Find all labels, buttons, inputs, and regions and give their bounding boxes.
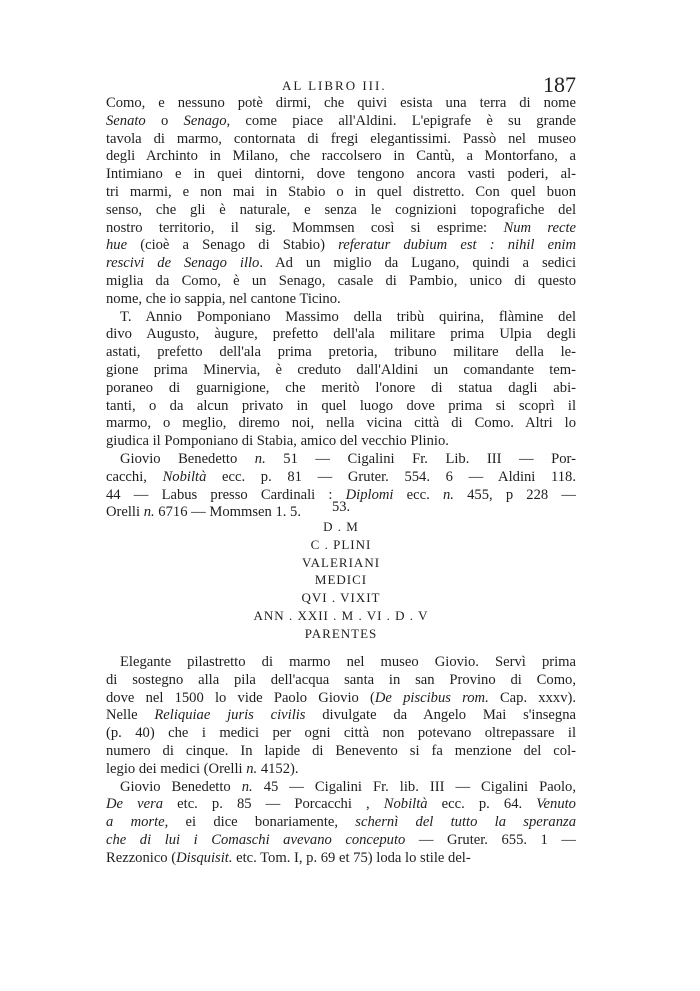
text-run: Nelle bbox=[106, 707, 155, 724]
running-head bbox=[106, 72, 576, 96]
text-run: 44 — Labus presso Cardinali : bbox=[106, 486, 346, 503]
paragraph-pomponiano bbox=[106, 309, 576, 451]
italic-run: n. bbox=[254, 451, 266, 467]
text-line bbox=[106, 814, 576, 832]
italic-run: De piscibus rom. bbox=[374, 689, 489, 706]
italic-run: schernì del tutto la speranza bbox=[355, 814, 576, 831]
text-run: T. Annio Pomponiano Massimo della tribù quirina, flàmine del bbox=[120, 308, 576, 325]
italic-run: De vera bbox=[106, 796, 164, 813]
italic-run: Nobiltà bbox=[383, 796, 428, 813]
italic-run: referatur dubium est : nihil enim bbox=[338, 237, 576, 254]
italic-run: n. bbox=[246, 760, 258, 777]
text-line bbox=[106, 131, 576, 149]
text-line bbox=[106, 654, 576, 672]
text-line bbox=[106, 779, 576, 797]
text-run: poraneo di guarnigione, che meritò l'onore di statua dagli abi- bbox=[106, 379, 576, 396]
paragraph-senago bbox=[106, 95, 576, 309]
text-run: miglia da Como, è un Senago, casale di Pambio, unico di questo bbox=[106, 272, 576, 289]
text-run: (cioè a Senago di Stabio) bbox=[127, 237, 339, 254]
inscription-line: D . M bbox=[323, 519, 359, 534]
text-run: cacchi, bbox=[106, 468, 163, 485]
text-line bbox=[106, 672, 576, 690]
text-run: Elegante pilastretto di marmo nel museo Giovio. Servì prima bbox=[120, 654, 576, 670]
text-line bbox=[106, 832, 576, 850]
text-run: , come piace all'Aldini. L'epigrafe è su grande bbox=[226, 112, 576, 129]
text-line bbox=[106, 761, 576, 779]
text-run: Intimiano e in quei dintorni, dove tengono ancora vasti poderi, al- bbox=[106, 166, 576, 183]
italic-run: hue bbox=[106, 237, 128, 254]
text-run: — Gruter. 655. 1 — bbox=[405, 831, 576, 848]
inscription-53 bbox=[106, 496, 576, 643]
text-run: numero di cinque. In lapide di Benevento si fa menzione del col- bbox=[106, 742, 576, 759]
text-run: dove nel 1500 lo vide Paolo Giovio ( bbox=[106, 689, 375, 706]
text-run: 51 — Cigalini Fr. Lib. III — Por- bbox=[265, 451, 576, 467]
text-line bbox=[106, 273, 576, 291]
text-run: etc. Tom. I, p. 69 et 75) loda lo stile del- bbox=[232, 849, 471, 866]
text-run: gione prima Minervia, è creduto dall'Aldini un comandante tem- bbox=[106, 361, 576, 378]
text-line bbox=[106, 344, 576, 362]
inscription-line: PARENTES bbox=[304, 625, 378, 641]
text-line bbox=[106, 451, 576, 469]
text-run: marmo, o meglio, diremo noi, nella vicina città di Como. Altri lo bbox=[106, 415, 576, 432]
text-line bbox=[106, 309, 576, 327]
inscription-line: VALERIANI bbox=[301, 554, 381, 570]
text-run: senso, che gli è naturale, e senza le cognizioni topografiche del bbox=[106, 201, 576, 218]
text-run: tavola di marmo, contornata di fregi elegantissimi. Passò nel museo bbox=[106, 130, 576, 147]
text-line bbox=[106, 220, 576, 238]
text-run: divulgate da Angelo Mai s'insegna bbox=[305, 707, 576, 724]
text-line bbox=[106, 95, 576, 113]
text-run: ecc. p. 81 — Gruter. 554. 6 — Aldini 118. bbox=[206, 468, 577, 485]
text-run: o bbox=[145, 112, 184, 129]
text-run: tri marmi, e non mai in Stabio o in quel distretto. Con quel buon bbox=[106, 183, 576, 200]
running-head-title: AL LIBRO III. bbox=[282, 78, 387, 93]
italic-run: Disquisit. bbox=[176, 849, 233, 866]
text-run: tanti, o da alcun privato in quel luogo dove prima si scoprì il bbox=[106, 397, 576, 414]
text-run: (p. 40) che i medici per ogni città non potevano oltrepassare il bbox=[106, 725, 576, 742]
text-line bbox=[106, 433, 576, 451]
text-run: etc. p. 85 — Porcacchi , bbox=[163, 796, 384, 813]
italic-run: Senago bbox=[183, 112, 227, 129]
text-run: di sostegno alla pila dell'acqua santa in san Provino di Como, bbox=[106, 671, 576, 688]
text-line bbox=[106, 690, 576, 708]
text-run: , ei dice bonariamente, bbox=[164, 814, 356, 831]
text-line bbox=[106, 184, 576, 202]
text-run: 4152). bbox=[257, 760, 299, 777]
italic-run: Nobiltà bbox=[162, 468, 207, 485]
text-line bbox=[106, 202, 576, 220]
italic-run: Num recte bbox=[503, 219, 577, 236]
text-run: legio dei medici (Orelli bbox=[106, 760, 247, 777]
text-run: 45 — Cigalini Fr. lib. III — Cigalini Paolo, bbox=[252, 778, 576, 795]
text-line bbox=[106, 380, 576, 398]
italic-run: n. bbox=[143, 504, 155, 521]
italic-run: che di lui i Comaschi avevano conceputo bbox=[106, 831, 406, 848]
text-run: Rezzonico ( bbox=[106, 849, 177, 866]
text-line bbox=[106, 291, 576, 309]
text-run: 6716 — Mommsen 1. 5. bbox=[154, 504, 301, 521]
text-run: 455, p 228 — bbox=[453, 486, 576, 503]
italic-run: rescivi de Senago illo bbox=[106, 255, 260, 272]
text-line bbox=[106, 326, 576, 344]
text-line bbox=[106, 362, 576, 380]
text-run: . Ad un miglio da Lugano, quindi a sedici bbox=[259, 255, 576, 272]
text-run: divo Augusto, àugure, prefetto dell'ala militare prima Ulpia degli bbox=[106, 326, 576, 343]
text-run: ecc. p. 64. bbox=[427, 796, 537, 813]
italic-run: n. bbox=[442, 486, 454, 503]
text-line bbox=[106, 398, 576, 416]
text-line bbox=[106, 113, 576, 131]
text-run: Giovio Benedetto bbox=[120, 778, 242, 795]
text-line bbox=[106, 796, 576, 814]
page-number: 187 bbox=[543, 72, 576, 97]
italic-run: a morte bbox=[106, 814, 165, 831]
inscription-text bbox=[106, 518, 576, 643]
text-run: ecc. bbox=[393, 486, 443, 503]
text-run: nostro territorio, il sig. Mommsen così si esprime: bbox=[106, 219, 504, 236]
italic-run: n. bbox=[241, 778, 253, 795]
text-run: astati, prefetto dell'ala prima pretoria, tribuno militare della le- bbox=[106, 344, 576, 361]
italic-run: Venuto bbox=[536, 796, 576, 813]
inscription-line: QVI . VIXIT bbox=[301, 590, 381, 606]
paragraph-bibliography-53 bbox=[106, 779, 576, 868]
text-run: Giovio Benedetto bbox=[120, 451, 255, 467]
text-line bbox=[106, 725, 576, 743]
text-line bbox=[106, 850, 576, 868]
text-line bbox=[106, 255, 576, 273]
paragraph-pilastretto bbox=[106, 654, 576, 779]
italic-run: Diplomi bbox=[345, 486, 394, 503]
text-line bbox=[106, 237, 576, 255]
text-run: Como, e nessuno potè dirmi, che quivi esista una terra di nome bbox=[106, 95, 576, 111]
text-line bbox=[106, 415, 576, 433]
text-line bbox=[106, 166, 576, 184]
text-run: degli Archinto in Milano, che raccolsero in Cantù, a Montorfano, a bbox=[106, 148, 576, 165]
inscription-number: 53. bbox=[331, 499, 351, 515]
italic-run: Reliquiae juris civilis bbox=[154, 707, 306, 724]
text-run: Orelli bbox=[106, 504, 144, 521]
italic-run: Senato bbox=[106, 112, 146, 129]
inscription-line: ANN . XXII . M . VI . D . V bbox=[253, 607, 429, 623]
text-line bbox=[106, 743, 576, 761]
inscription-line: C . PLINI bbox=[310, 536, 372, 552]
inscription-line: MEDICI bbox=[314, 572, 368, 588]
text-line bbox=[106, 148, 576, 166]
text-run: nome, che io sappia, nel cantone Ticino. bbox=[106, 290, 341, 307]
text-line bbox=[106, 707, 576, 725]
text-line bbox=[106, 469, 576, 487]
text-run: giudica il Pomponiano di Stabia, amico del vecchio Plinio. bbox=[106, 433, 449, 450]
text-run: Cap. xxxv). bbox=[488, 689, 576, 706]
